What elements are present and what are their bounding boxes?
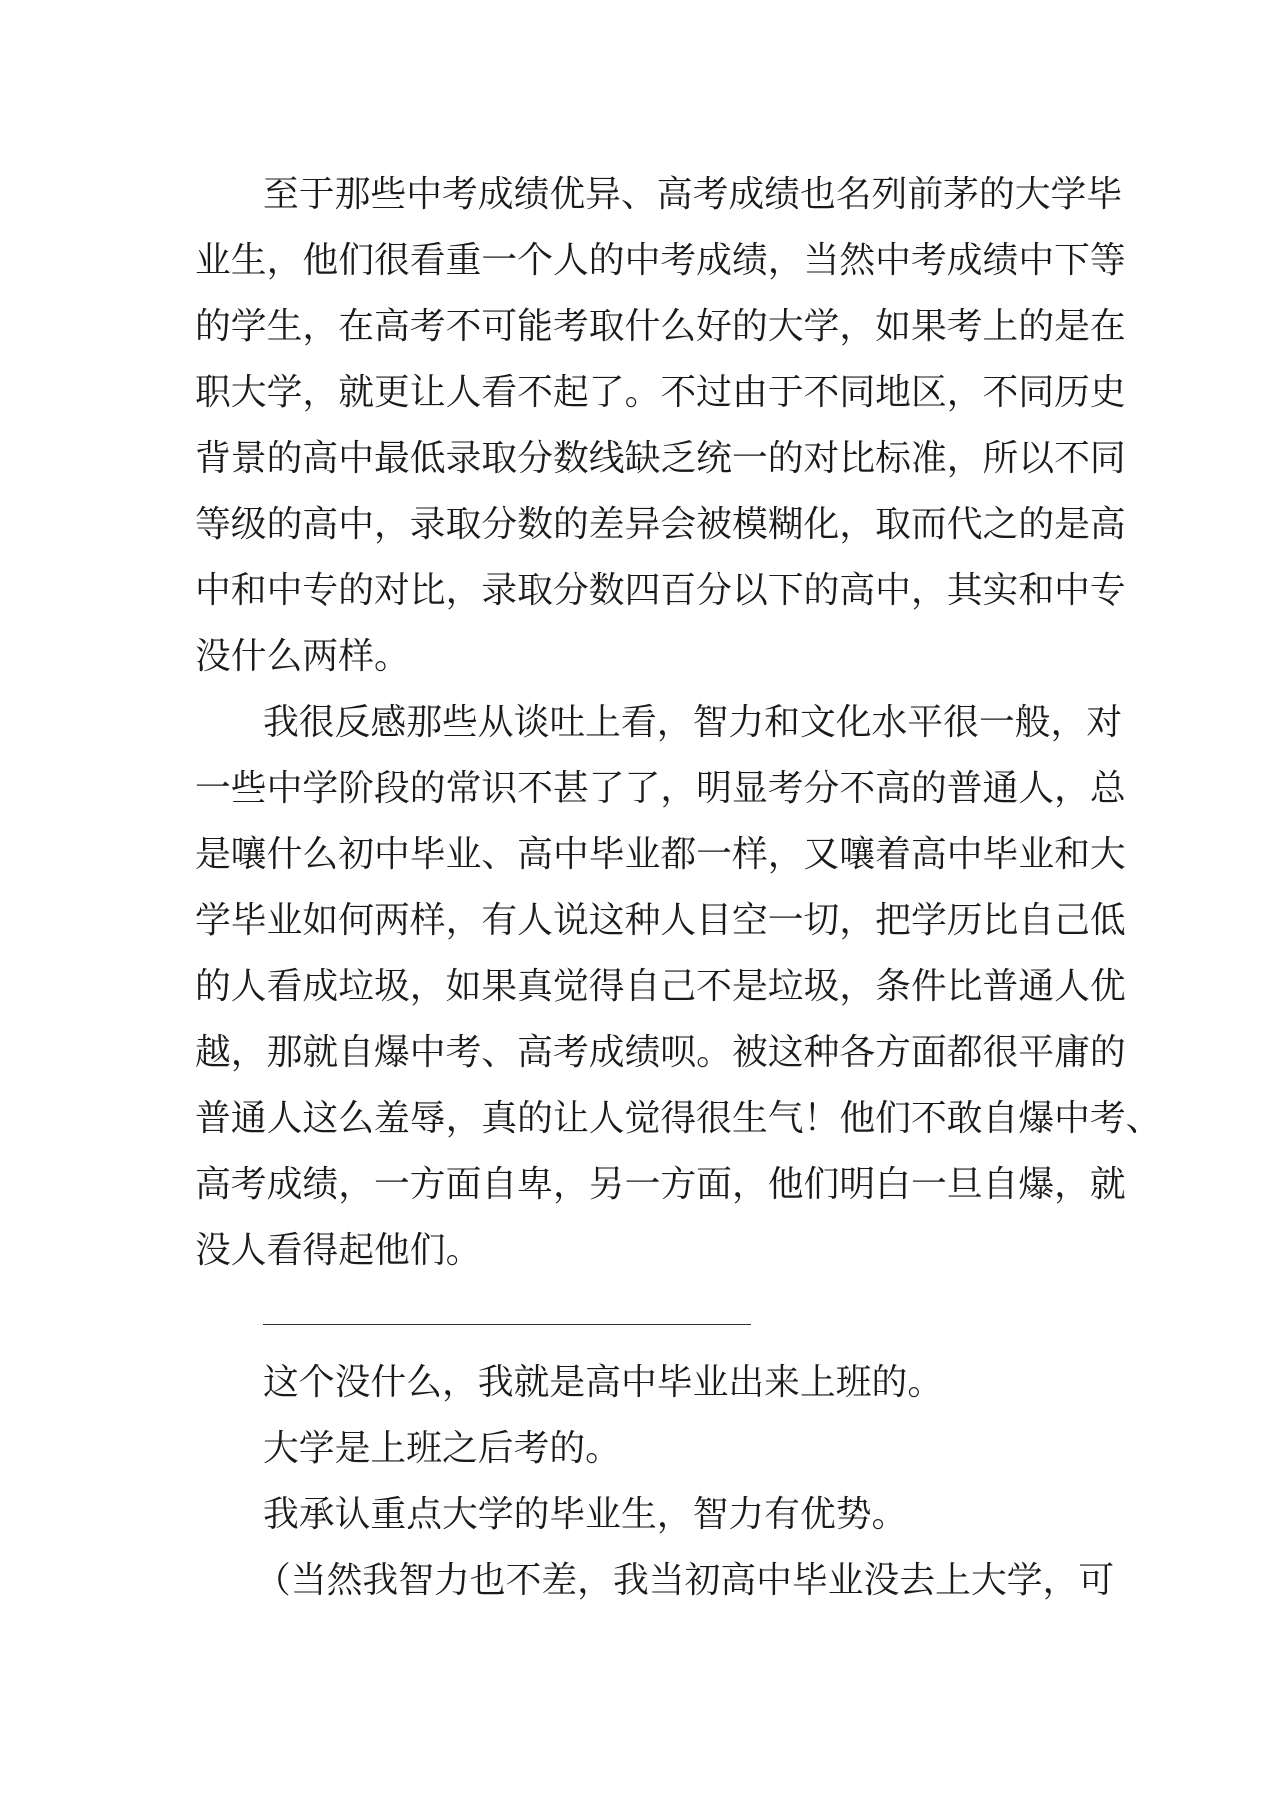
paragraph-1-line: 职大学，就更让人看不起了。不过由于不同地区，不同历史 [195,372,1126,413]
paragraph-2-line: 一些中学阶段的常识不甚了了，明显考分不高的普通人，总 [195,768,1126,809]
paragraph-1-line: 的学生，在高考不可能考取什么好的大学，如果考上的是在 [195,306,1126,347]
paragraph-1-line: 背景的高中最低录取分数线缺乏统一的对比标准，所以不同 [195,438,1126,479]
paragraph-2-line: 是嚷什么初中毕业、高中毕业都一样，又嚷着高中毕业和大 [195,834,1126,875]
paragraph-2-line: 越，那就自爆中考、高考成绩呗。被这种各方面都很平庸的 [195,1032,1126,1073]
separator-row [195,1284,1075,1350]
reply-line: 大学是上班之后考的。 [263,1428,621,1469]
paragraph-2-line: 没人看得起他们。 [195,1230,482,1271]
paragraph-2-line: 高考成绩，一方面自卑，另一方面，他们明白一旦自爆，就 [195,1164,1126,1205]
reply-line: （当然我智力也不差，我当初高中毕业没去上大学，可 [255,1560,1115,1601]
reply-line: 我承认重点大学的毕业生，智力有优势。 [263,1494,908,1535]
paragraph-2-line: 普通人这么羞辱，真的让人觉得很生气！他们不敢自爆中考、 [195,1098,1162,1139]
paragraph-1-line: 没什么两样。 [195,636,410,677]
separator-line [263,1324,751,1325]
paragraph-1-line: 至于那些中考成绩优异、高考成绩也名列前茅的大学毕 [263,174,1123,215]
document-body [195,162,1162,1614]
paragraph-1-line: 业生，他们很看重一个人的中考成绩，当然中考成绩中下等 [195,240,1126,281]
paragraph-2-line: 学毕业如何两样，有人说这种人目空一切，把学历比自己低 [195,900,1126,941]
paragraph-1-line: 等级的高中，录取分数的差异会被模糊化，取而代之的是高 [195,504,1126,545]
paragraph-2-line: 我很反感那些从谈吐上看，智力和文化水平很一般，对 [263,702,1123,743]
paragraph-1-line: 中和中专的对比，录取分数四百分以下的高中，其实和中专 [195,570,1126,611]
reply-line: 这个没什么，我就是高中毕业出来上班的。 [263,1362,944,1403]
paragraph-2-line: 的人看成垃圾，如果真觉得自己不是垃圾，条件比普通人优 [195,966,1126,1007]
